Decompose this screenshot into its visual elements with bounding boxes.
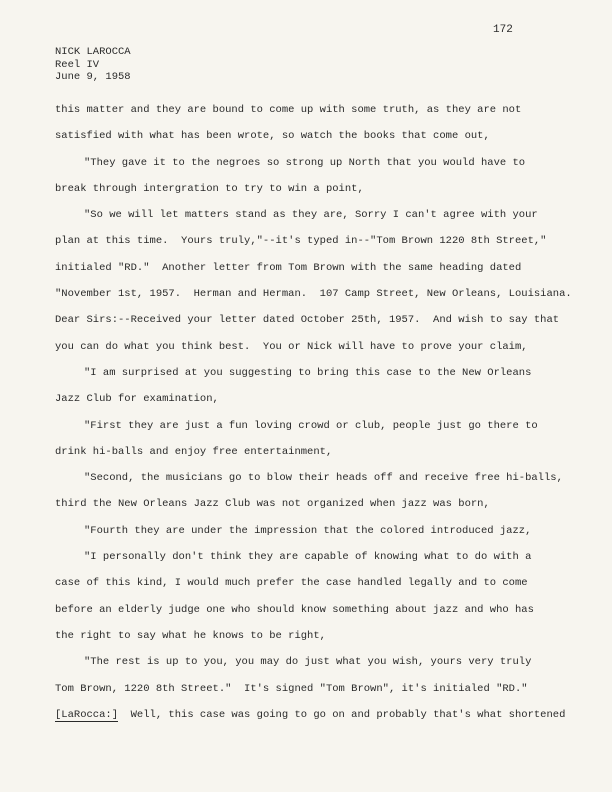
transcript-line: "They gave it to the negroes so strong up North that you would have to xyxy=(84,156,526,169)
line-gap xyxy=(55,195,555,209)
reel-label: Reel IV xyxy=(55,58,100,71)
transcript-line: before an elderly judge one who should know something about jazz and who has xyxy=(55,603,534,616)
page-number: 172 xyxy=(493,24,513,36)
transcript-line: plan at this time. Yours truly,"--it's typed in--"Tom Brown 1220 8th Street," xyxy=(55,235,547,248)
line-gap xyxy=(55,510,555,524)
line-gap xyxy=(55,379,555,393)
line-gap xyxy=(55,537,555,551)
line-gap xyxy=(55,589,555,603)
line-gap xyxy=(55,484,555,498)
line-gap xyxy=(55,563,555,577)
transcript-line: third the New Orleans Jazz Club was not organized when jazz was born, xyxy=(55,498,490,511)
transcript-line: the right to say what he knows to be right, xyxy=(55,629,326,642)
transcript-line: "I am surprised at you suggesting to bring this case to the New Orleans xyxy=(84,366,532,379)
line-gap xyxy=(55,326,555,340)
transcript-line: Dear Sirs:--Received your letter dated October 25th, 1957. And wish to say that xyxy=(55,314,560,327)
document-header xyxy=(55,46,131,84)
transcript-lines xyxy=(55,104,572,709)
line-gap xyxy=(55,405,555,419)
line-gap xyxy=(55,353,555,367)
line-gap xyxy=(55,221,555,235)
interviewee-name: NICK LAROCCA xyxy=(55,46,131,58)
transcript-body xyxy=(55,104,572,721)
interview-date: June 9, 1958 xyxy=(55,71,131,83)
transcript-line: this matter and they are bound to come up with some truth, as they are not xyxy=(55,104,522,116)
line-gap xyxy=(55,616,555,630)
transcript-line: initialed "RD." Another letter from Tom Brown with the same heading dated xyxy=(55,261,522,274)
line-gap xyxy=(55,142,555,156)
transcript-line: satisfied with what has been wrote, so watch the books that come out, xyxy=(55,130,490,143)
transcript-line: Tom Brown, 1220 8th Street." It's signed "Tom Brown", it's initialed "RD." xyxy=(55,682,528,695)
transcript-line: "November 1st, 1957. Herman and Herman. 107 Camp Street, New Orleans, Louisiana. xyxy=(55,288,572,301)
transcript-line: break through intergration to try to win a point, xyxy=(55,182,364,195)
line-gap xyxy=(55,458,555,472)
transcript-line: drink hi-balls and enjoy free entertainment, xyxy=(55,445,333,458)
line-gap xyxy=(55,169,555,183)
transcript-line: you can do what you think best. You or Nick will have to prove your claim, xyxy=(55,340,528,353)
transcript-line: Jazz Club for examination, xyxy=(55,393,219,406)
last-line-text: Well, this case was going to go on and probably that's what shortened xyxy=(118,708,566,721)
line-gap xyxy=(55,247,555,261)
line-gap xyxy=(55,274,555,288)
line-gap xyxy=(55,668,555,682)
transcript-line: "Second, the musicians go to blow their heads off and receive free hi-balls, xyxy=(84,472,563,485)
line-gap xyxy=(55,300,555,314)
line-gap xyxy=(55,695,555,709)
speaker-label: [LaRocca:] xyxy=(55,708,119,721)
line-gap xyxy=(55,642,555,656)
transcript-line: case of this kind, I would much prefer the case handled legally and to come xyxy=(55,577,528,590)
transcript-line: "The rest is up to you, you may do just what you wish, yours very truly xyxy=(84,656,532,669)
transcript-line: "Fourth they are under the impression that the colored introduced jazz, xyxy=(84,524,532,537)
transcript-line-last xyxy=(55,708,566,721)
transcript-line: "So we will let matters stand as they are, Sorry I can't agree with your xyxy=(84,209,538,222)
line-gap xyxy=(55,116,555,130)
transcript-line: "I personally don't think they are capable of knowing what to do with a xyxy=(84,551,532,564)
transcript-line: "First they are just a fun loving crowd or club, people just go there to xyxy=(84,419,538,432)
line-gap xyxy=(55,432,555,446)
